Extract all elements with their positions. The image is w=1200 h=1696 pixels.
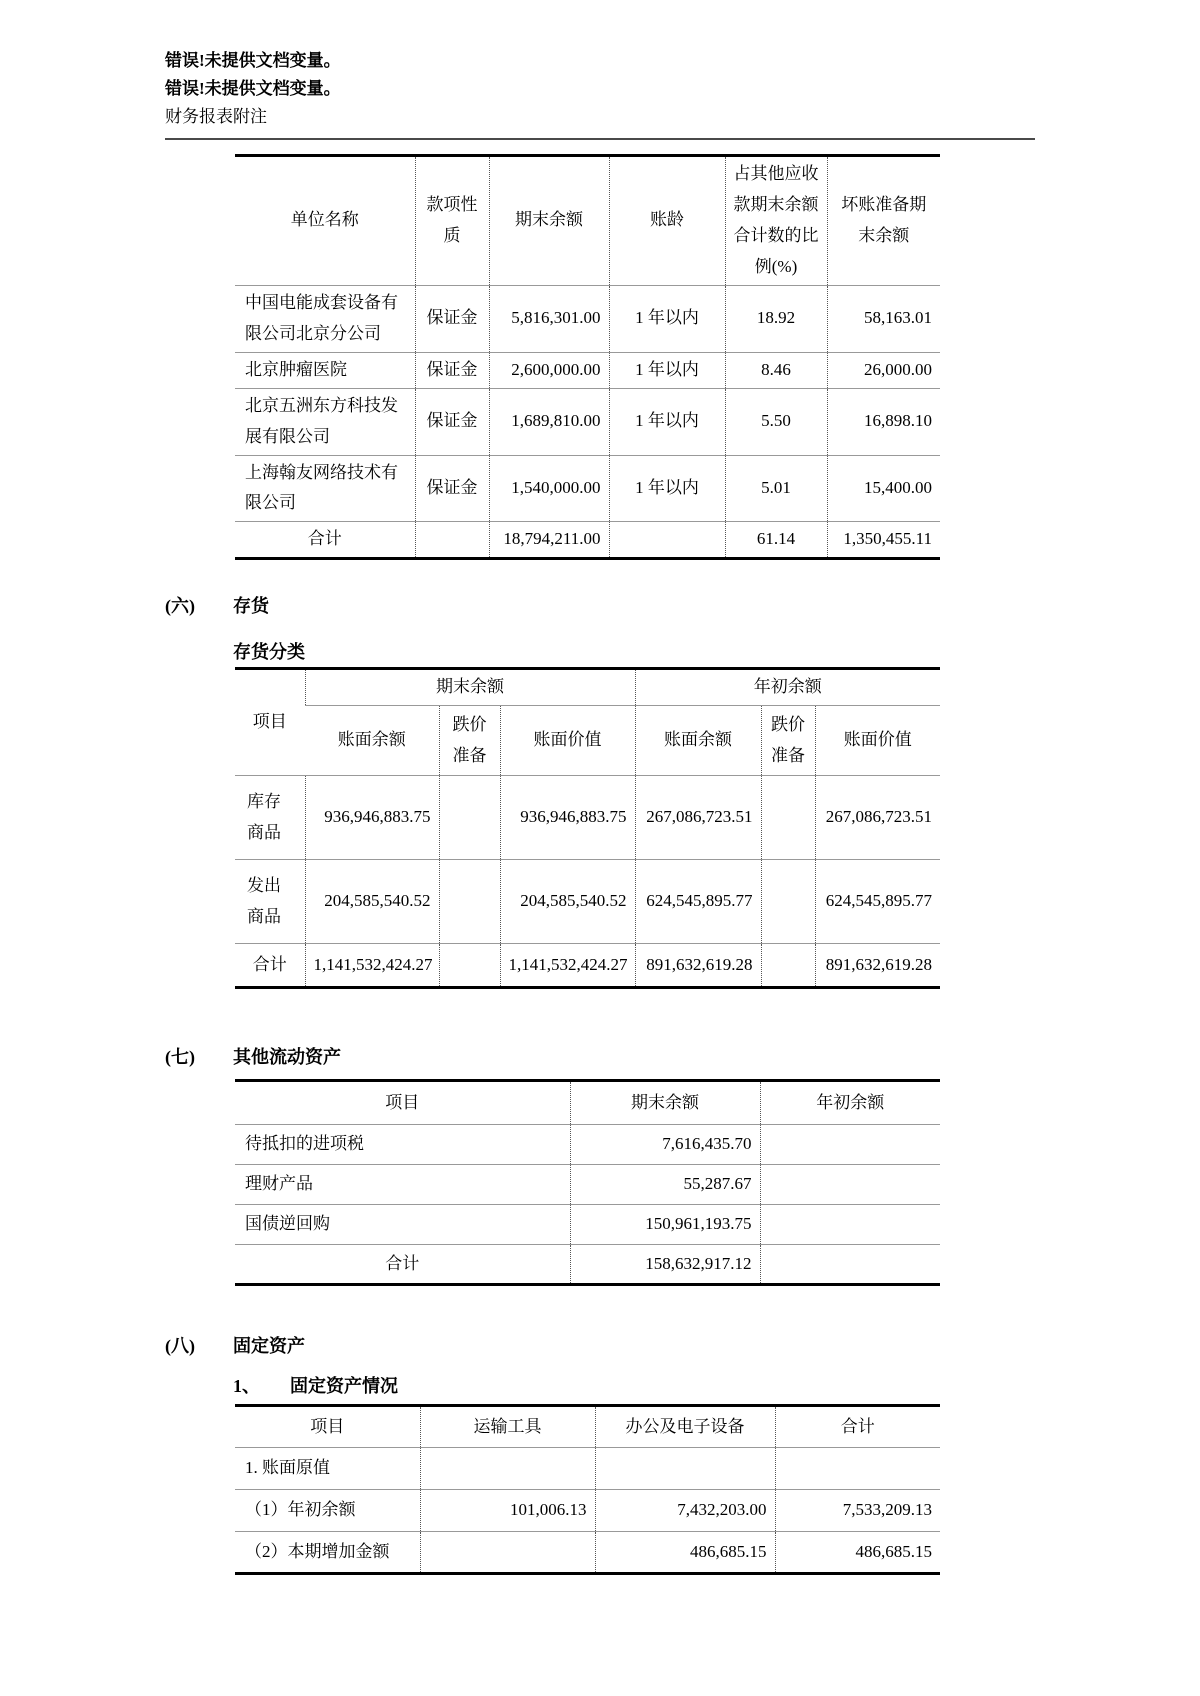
section-heading-other-current-assets [165, 1045, 1200, 1069]
row-label: 理财产品 [235, 1165, 570, 1205]
cell-value: 18.92 [725, 285, 827, 352]
cell-value: 101,006.13 [420, 1490, 595, 1532]
column-header: 期末余额 [489, 156, 609, 286]
cell-value: 267,086,723.51 [635, 776, 761, 860]
cell-value: 1 年以内 [609, 285, 725, 352]
cell-value [439, 860, 500, 944]
cell-value: 2,600,000.00 [489, 352, 609, 388]
cell-value: 624,545,895.77 [815, 860, 940, 944]
column-header: 项目 [310, 1416, 345, 1436]
cell-value: 204,585,540.52 [305, 860, 439, 944]
cell-value [775, 1448, 940, 1490]
subsection-number: 1、 [233, 1376, 260, 1397]
section-title: 其他流动资产 [233, 1047, 341, 1068]
column-group-header: 年初余额 [635, 669, 940, 706]
subsection-title: 固定资产情况 [290, 1376, 398, 1397]
cell-value: 486,685.15 [775, 1532, 940, 1574]
other-current-assets-table [235, 1079, 940, 1286]
total-value [439, 944, 500, 988]
column-header: 运输工具 [420, 1406, 595, 1448]
section-title: 固定资产 [233, 1336, 305, 1357]
section-heading-fixed-assets [165, 1334, 1200, 1358]
total-value: 891,632,619.28 [635, 944, 761, 988]
doc-error-line-1: 错误!未提供文档变量。 [165, 51, 341, 70]
total-value: 61.14 [725, 522, 827, 559]
cell-value: 58,163.01 [827, 285, 940, 352]
cell-value: 5,816,301.00 [489, 285, 609, 352]
cell-value [595, 1448, 775, 1490]
cell-value [761, 860, 815, 944]
inventory-table-caption: 存货分类 [233, 642, 305, 663]
total-value [761, 944, 815, 988]
cell-value [761, 776, 815, 860]
total-label: 合计 [235, 944, 305, 988]
row-label: （1）年初余额 [235, 1490, 420, 1532]
cell-value: 保证金 [415, 388, 489, 455]
header-divider [165, 138, 1035, 140]
section-heading-inventory [165, 594, 1200, 618]
cell-value: 1 年以内 [609, 388, 725, 455]
row-label: 1. 账面原值 [235, 1448, 420, 1490]
cell-value [760, 1205, 940, 1245]
column-header: 跌价准备 [761, 706, 815, 776]
section-title: 存货 [233, 596, 269, 617]
cell-value: 936,946,883.75 [500, 776, 635, 860]
cell-value [420, 1448, 595, 1490]
row-label: 上海翰友网络技术有限公司 [235, 455, 415, 522]
cell-value: 7,616,435.70 [570, 1125, 760, 1165]
doc-subtitle: 财务报表附注 [165, 107, 267, 126]
column-header: 期末余额 [570, 1081, 760, 1125]
row-label: 国债逆回购 [235, 1205, 570, 1245]
cell-value: 5.01 [725, 455, 827, 522]
total-value: 158,632,917.12 [570, 1245, 760, 1285]
column-header: 账面余额 [305, 706, 439, 776]
column-header: 单位名称 [290, 210, 359, 230]
column-header: 账面价值 [815, 706, 940, 776]
total-label: 合计 [235, 522, 415, 559]
cell-value: 5.50 [725, 388, 827, 455]
cell-value: 7,432,203.00 [595, 1490, 775, 1532]
cell-value: 1 年以内 [609, 455, 725, 522]
total-value: 18,794,211.00 [489, 522, 609, 559]
column-header: 合计 [775, 1406, 940, 1448]
column-header: 账面余额 [635, 706, 761, 776]
cell-value: 1 年以内 [609, 352, 725, 388]
column-header: 账龄 [609, 156, 725, 286]
cell-value [439, 776, 500, 860]
cell-value: 7,533,209.13 [775, 1490, 940, 1532]
total-value [609, 522, 725, 559]
cell-value: 624,545,895.77 [635, 860, 761, 944]
cell-value: 保证金 [415, 455, 489, 522]
column-header: 项目 [385, 1092, 420, 1112]
row-label: 待抵扣的进项税 [235, 1125, 570, 1165]
total-value: 1,350,455.11 [827, 522, 940, 559]
document-header [165, 50, 1200, 128]
column-header: 项目 [252, 712, 287, 732]
row-label: 库存商品 [235, 776, 305, 860]
row-label: 中国电能成套设备有限公司北京分公司 [235, 285, 415, 352]
cell-value: 26,000.00 [827, 352, 940, 388]
total-value [760, 1245, 940, 1285]
column-header: 占其他应收款期末余额合计数的比例(%) [725, 156, 827, 286]
doc-error-line-2: 错误!未提供文档变量。 [165, 79, 341, 98]
column-header: 年初余额 [760, 1081, 940, 1125]
cell-value: 267,086,723.51 [815, 776, 940, 860]
cell-value: 保证金 [415, 285, 489, 352]
cell-value: 8.46 [725, 352, 827, 388]
cell-value: 936,946,883.75 [305, 776, 439, 860]
cell-value: 16,898.10 [827, 388, 940, 455]
cell-value: 1,689,810.00 [489, 388, 609, 455]
total-value: 1,141,532,424.27 [305, 944, 439, 988]
fixed-assets-table [235, 1404, 940, 1575]
cell-value [760, 1165, 940, 1205]
cell-value [760, 1125, 940, 1165]
cell-value: 55,287.67 [570, 1165, 760, 1205]
cell-value: 保证金 [415, 352, 489, 388]
total-value [415, 522, 489, 559]
column-header: 款项性质 [415, 156, 489, 286]
other-receivables-table [235, 154, 940, 560]
cell-value: 15,400.00 [827, 455, 940, 522]
inventory-table [235, 667, 940, 989]
cell-value: 1,540,000.00 [489, 455, 609, 522]
cell-value: 204,585,540.52 [500, 860, 635, 944]
total-value: 1,141,532,424.27 [500, 944, 635, 988]
column-header: 跌价准备 [439, 706, 500, 776]
section-number: (六) [165, 596, 195, 617]
column-header: 办公及电子设备 [595, 1406, 775, 1448]
column-group-header: 期末余额 [305, 669, 635, 706]
row-label: 北京五洲东方科技发展有限公司 [235, 388, 415, 455]
total-value: 891,632,619.28 [815, 944, 940, 988]
column-header: 账面价值 [500, 706, 635, 776]
row-label: 发出商品 [235, 860, 305, 944]
cell-value [420, 1532, 595, 1574]
cell-value: 486,685.15 [595, 1532, 775, 1574]
column-header: 坏账准备期末余额 [827, 156, 940, 286]
row-label: 北京肿瘤医院 [235, 352, 415, 388]
subsection-heading-fixed-assets-status [233, 1374, 1200, 1398]
row-label: （2）本期增加金额 [235, 1532, 420, 1574]
section-number: (七) [165, 1047, 195, 1068]
section-number: (八) [165, 1336, 195, 1357]
total-label: 合计 [235, 1245, 570, 1285]
cell-value: 150,961,193.75 [570, 1205, 760, 1245]
